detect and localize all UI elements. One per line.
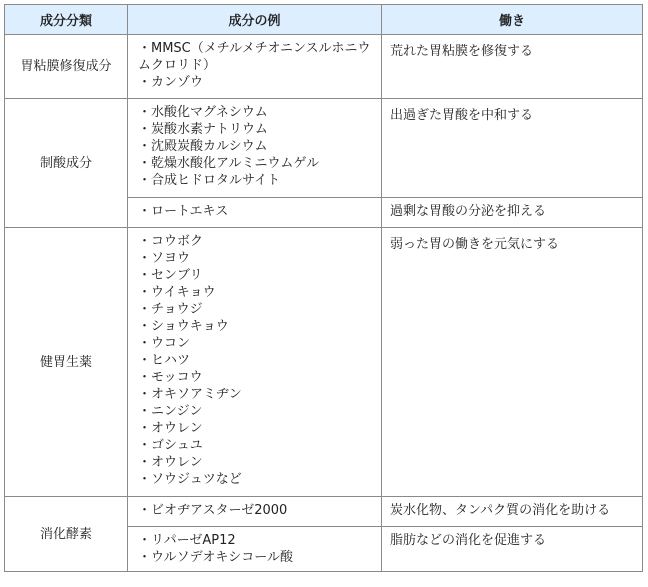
example-item: ・ウイキョウ	[138, 285, 216, 300]
examples-cell	[128, 198, 382, 228]
example-item: ・ウコン	[138, 336, 191, 351]
example-item: ・カンゾウ	[138, 75, 204, 90]
example-item: ・水酸化マグネシウム	[138, 105, 268, 120]
example-item: ・モッコウ	[138, 370, 203, 385]
table-row	[5, 99, 643, 198]
category-cell: 制酸成分	[5, 99, 128, 228]
example-item: ・ゴシュユ	[138, 438, 203, 453]
table-row	[5, 35, 643, 99]
example-item: ・MMSC（メチルメチオニンスルホニウムクロリド）	[138, 41, 371, 73]
header-category: 成分分類	[5, 5, 128, 35]
category-cell: 胃粘膜修復成分	[5, 35, 128, 99]
example-item: ・乾燥水酸化アルミニウムゲル	[138, 156, 320, 171]
category-cell: 健胃生薬	[5, 228, 128, 497]
example-item: ・沈殿炭酸カルシウム	[138, 139, 268, 154]
header-row	[5, 5, 643, 35]
example-item: ・ニンジン	[138, 404, 203, 419]
category-cell: 消化酵素	[5, 497, 128, 572]
example-item: ・ヒハツ	[138, 353, 191, 368]
example-item: ・オキソアミヂン	[138, 387, 242, 402]
example-item: ・オウレン	[138, 421, 203, 436]
effect-cell: 脂肪などの消化を促進する	[382, 527, 643, 572]
example-item: ・ロートエキス	[138, 204, 229, 219]
effect-cell: 過剰な胃酸の分泌を抑える	[382, 198, 643, 228]
example-item: ・センブリ	[138, 268, 203, 283]
example-item: ・ウルソデオキシコール酸	[138, 550, 293, 565]
ingredient-table	[4, 4, 643, 572]
effect-cell: 弱った胃の働きを元気にする	[382, 228, 643, 497]
table-row	[5, 228, 643, 497]
examples-cell	[128, 99, 382, 198]
examples-cell	[128, 228, 382, 497]
header-effect: 働き	[382, 5, 643, 35]
examples-cell	[128, 497, 382, 527]
table-row	[5, 497, 643, 527]
example-item: ・コウボク	[138, 234, 204, 249]
example-item: ・炭酸水素ナトリウム	[138, 122, 268, 137]
example-item: ・ソヨウ	[138, 251, 191, 266]
examples-cell	[128, 527, 382, 572]
examples-cell	[128, 35, 382, 99]
effect-cell: 荒れた胃粘膜を修復する	[382, 35, 643, 99]
example-item: ・ビオヂアスターゼ2000	[138, 503, 288, 518]
example-item: ・オウレン	[138, 455, 203, 470]
header-examples: 成分の例	[128, 5, 382, 35]
example-item: ・ショウキョウ	[138, 319, 229, 334]
example-item: ・合成ヒドロタルサイト	[138, 173, 281, 188]
example-item: ・チョウジ	[138, 302, 203, 317]
example-item: ・ソウジュツなど	[138, 472, 242, 487]
example-item: ・リパーゼAP12	[138, 533, 236, 548]
effect-cell: 出過ぎた胃酸を中和する	[382, 99, 643, 198]
effect-cell: 炭水化物、タンパク質の消化を助ける	[382, 497, 643, 527]
